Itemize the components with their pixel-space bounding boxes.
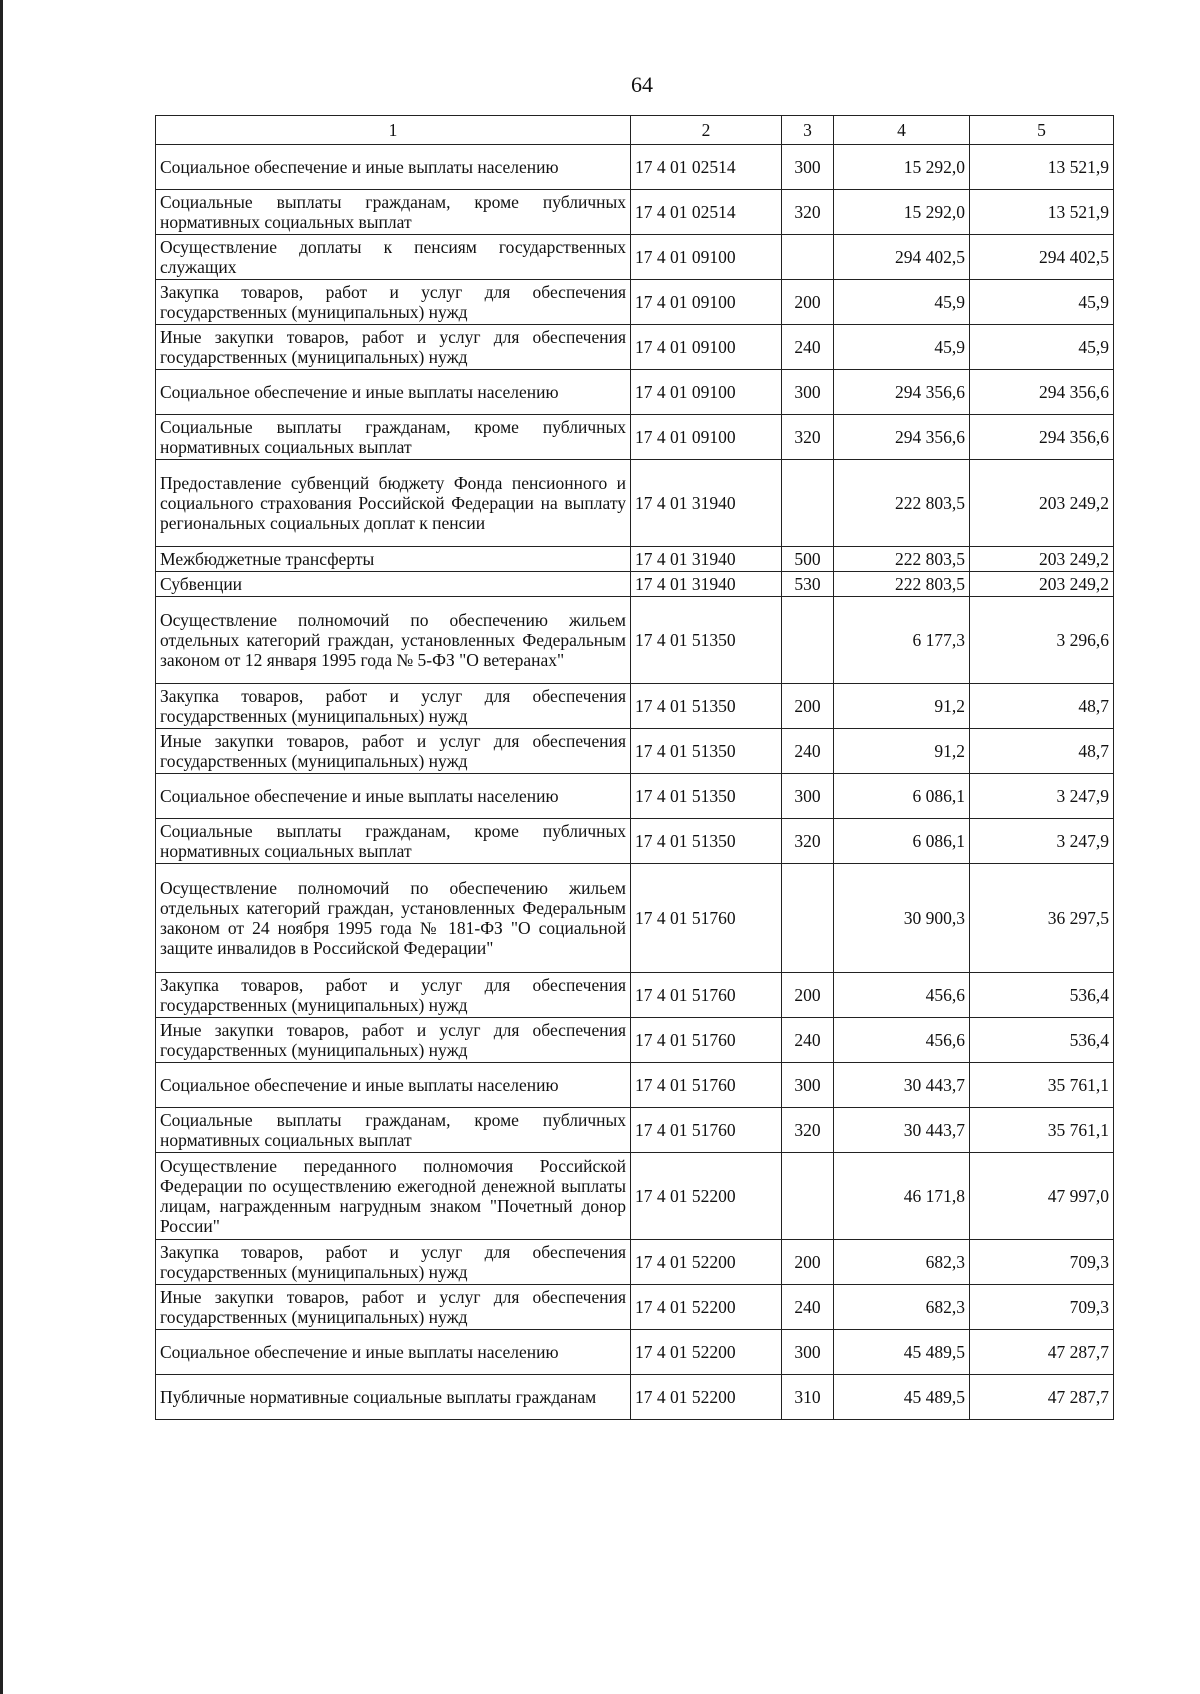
- table-row: [156, 325, 1114, 370]
- row-type-cell: 240: [782, 729, 834, 774]
- row-value-col4-cell: 46 171,8: [834, 1153, 970, 1240]
- table-row: [156, 235, 1114, 280]
- row-value-col5-cell: 536,4: [970, 1018, 1114, 1063]
- row-value-col4-cell: 45 489,5: [834, 1375, 970, 1420]
- row-value-col5-cell: 13 521,9: [970, 145, 1114, 190]
- table-row: [156, 864, 1114, 973]
- table-row: [156, 684, 1114, 729]
- row-name-cell: Иные закупки товаров, работ и услуг для обеспечения государственных (муниципальных) нужд: [156, 1018, 631, 1063]
- row-value-col5-cell: 203 249,2: [970, 547, 1114, 572]
- column-header: 3: [782, 116, 834, 145]
- table-row: [156, 190, 1114, 235]
- table-row: [156, 370, 1114, 415]
- row-name-cell: Публичные нормативные социальные выплаты гражданам: [156, 1375, 631, 1420]
- row-code-cell: 17 4 01 51350: [631, 729, 782, 774]
- row-value-col5-cell: 3 247,9: [970, 774, 1114, 819]
- row-name-cell: Осуществление переданного полномочия Российской Федерации по осуществлению ежегодной денежной выплаты лицам, награжденным нагрудным знаком "Почетный донор России": [156, 1153, 631, 1240]
- row-value-col5-cell: 47 287,7: [970, 1330, 1114, 1375]
- row-name-cell: Социальное обеспечение и иные выплаты населению: [156, 145, 631, 190]
- row-value-col4-cell: 456,6: [834, 1018, 970, 1063]
- row-value-col4-cell: 30 900,3: [834, 864, 970, 973]
- row-code-cell: 17 4 01 09100: [631, 235, 782, 280]
- table-row: [156, 1375, 1114, 1420]
- row-code-cell: 17 4 01 09100: [631, 415, 782, 460]
- row-code-cell: 17 4 01 09100: [631, 370, 782, 415]
- row-value-col5-cell: 709,3: [970, 1285, 1114, 1330]
- row-value-col5-cell: 203 249,2: [970, 460, 1114, 547]
- table-header-row: [156, 116, 1114, 145]
- row-value-col4-cell: 456,6: [834, 973, 970, 1018]
- row-value-col4-cell: 294 356,6: [834, 370, 970, 415]
- row-value-col5-cell: 536,4: [970, 973, 1114, 1018]
- row-name-cell: Социальные выплаты гражданам, кроме публичных нормативных социальных выплат: [156, 1108, 631, 1153]
- table-row: [156, 547, 1114, 572]
- row-type-cell: 320: [782, 190, 834, 235]
- table-row: [156, 973, 1114, 1018]
- row-value-col5-cell: 35 761,1: [970, 1108, 1114, 1153]
- row-name-cell: Социальные выплаты гражданам, кроме публичных нормативных социальных выплат: [156, 819, 631, 864]
- row-name-cell: Осуществление полномочий по обеспечению жильем отдельных категорий граждан, установленных Федеральным законом от 12 января 1995 года № 5-ФЗ "О ветеранах": [156, 597, 631, 684]
- table-row: [156, 1330, 1114, 1375]
- row-code-cell: 17 4 01 51350: [631, 597, 782, 684]
- row-code-cell: 17 4 01 51760: [631, 1108, 782, 1153]
- row-name-cell: Иные закупки товаров, работ и услуг для обеспечения государственных (муниципальных) нужд: [156, 325, 631, 370]
- row-type-cell: 300: [782, 774, 834, 819]
- row-value-col5-cell: 35 761,1: [970, 1063, 1114, 1108]
- row-code-cell: 17 4 01 09100: [631, 280, 782, 325]
- column-header: 4: [834, 116, 970, 145]
- row-code-cell: 17 4 01 52200: [631, 1153, 782, 1240]
- row-type-cell: 200: [782, 973, 834, 1018]
- page-number: 64: [631, 72, 653, 97]
- row-value-col4-cell: 91,2: [834, 684, 970, 729]
- row-name-cell: Осуществление доплаты к пенсиям государственных служащих: [156, 235, 631, 280]
- row-value-col5-cell: 45,9: [970, 325, 1114, 370]
- table-row: [156, 597, 1114, 684]
- row-value-col5-cell: 3 296,6: [970, 597, 1114, 684]
- table-row: [156, 460, 1114, 547]
- row-type-cell: 240: [782, 1018, 834, 1063]
- row-value-col5-cell: 47 997,0: [970, 1153, 1114, 1240]
- row-name-cell: Субвенции: [156, 572, 631, 597]
- row-type-cell: 200: [782, 280, 834, 325]
- row-value-col4-cell: 294 356,6: [834, 415, 970, 460]
- row-code-cell: 17 4 01 02514: [631, 190, 782, 235]
- row-value-col4-cell: 222 803,5: [834, 460, 970, 547]
- column-header: 2: [631, 116, 782, 145]
- row-type-cell: 530: [782, 572, 834, 597]
- table-row: [156, 774, 1114, 819]
- row-value-col4-cell: 222 803,5: [834, 572, 970, 597]
- row-type-cell: 320: [782, 1108, 834, 1153]
- table-row: [156, 1153, 1114, 1240]
- row-name-cell: Осуществление полномочий по обеспечению жильем отдельных категорий граждан, установленных Федеральным законом от 24 ноября 1995 года № 181-ФЗ "О социальной защите инвалидов в Российской Федерации": [156, 864, 631, 973]
- row-type-cell: 200: [782, 684, 834, 729]
- row-code-cell: 17 4 01 52200: [631, 1330, 782, 1375]
- row-code-cell: 17 4 01 09100: [631, 325, 782, 370]
- row-value-col4-cell: 30 443,7: [834, 1108, 970, 1153]
- table-row: [156, 1108, 1114, 1153]
- row-code-cell: 17 4 01 51760: [631, 973, 782, 1018]
- row-name-cell: Социальное обеспечение и иные выплаты населению: [156, 370, 631, 415]
- row-value-col4-cell: 294 402,5: [834, 235, 970, 280]
- table-row: [156, 1063, 1114, 1108]
- row-value-col4-cell: 30 443,7: [834, 1063, 970, 1108]
- row-code-cell: 17 4 01 52200: [631, 1240, 782, 1285]
- row-code-cell: 17 4 01 51350: [631, 684, 782, 729]
- row-value-col5-cell: 294 402,5: [970, 235, 1114, 280]
- row-value-col5-cell: 13 521,9: [970, 190, 1114, 235]
- row-value-col4-cell: 45,9: [834, 280, 970, 325]
- row-name-cell: Межбюджетные трансферты: [156, 547, 631, 572]
- row-name-cell: Закупка товаров, работ и услуг для обеспечения государственных (муниципальных) нужд: [156, 973, 631, 1018]
- table-row: [156, 415, 1114, 460]
- row-type-cell: 200: [782, 1240, 834, 1285]
- row-type-cell: 240: [782, 1285, 834, 1330]
- row-code-cell: 17 4 01 31940: [631, 572, 782, 597]
- table-body: [156, 145, 1114, 1420]
- row-type-cell: 320: [782, 415, 834, 460]
- row-value-col4-cell: 222 803,5: [834, 547, 970, 572]
- row-value-col4-cell: 682,3: [834, 1240, 970, 1285]
- row-value-col5-cell: 47 287,7: [970, 1375, 1114, 1420]
- row-value-col4-cell: 6 086,1: [834, 819, 970, 864]
- table-row: [156, 1018, 1114, 1063]
- row-code-cell: 17 4 01 31940: [631, 460, 782, 547]
- row-code-cell: 17 4 01 31940: [631, 547, 782, 572]
- row-type-cell: [782, 864, 834, 973]
- row-name-cell: Социальные выплаты гражданам, кроме публичных нормативных социальных выплат: [156, 190, 631, 235]
- row-type-cell: 300: [782, 370, 834, 415]
- column-header: 1: [156, 116, 631, 145]
- table-row: [156, 572, 1114, 597]
- row-value-col4-cell: 6 177,3: [834, 597, 970, 684]
- row-type-cell: [782, 460, 834, 547]
- row-code-cell: 17 4 01 51760: [631, 1063, 782, 1108]
- row-code-cell: 17 4 01 52200: [631, 1285, 782, 1330]
- row-type-cell: 300: [782, 145, 834, 190]
- row-code-cell: 17 4 01 02514: [631, 145, 782, 190]
- row-value-col4-cell: 45,9: [834, 325, 970, 370]
- table-row: [156, 280, 1114, 325]
- row-type-cell: 500: [782, 547, 834, 572]
- budget-table: [155, 115, 1114, 1420]
- row-name-cell: Социальные выплаты гражданам, кроме публичных нормативных социальных выплат: [156, 415, 631, 460]
- row-type-cell: [782, 597, 834, 684]
- row-value-col5-cell: 48,7: [970, 729, 1114, 774]
- row-type-cell: 310: [782, 1375, 834, 1420]
- row-type-cell: 320: [782, 819, 834, 864]
- row-value-col5-cell: 48,7: [970, 684, 1114, 729]
- row-type-cell: 300: [782, 1063, 834, 1108]
- row-value-col5-cell: 709,3: [970, 1240, 1114, 1285]
- row-name-cell: Закупка товаров, работ и услуг для обеспечения государственных (муниципальных) нужд: [156, 280, 631, 325]
- row-name-cell: Предоставление субвенций бюджету Фонда пенсионного и социального страхования Российской Федерации на выплату региональных социальных доплат к пенсии: [156, 460, 631, 547]
- row-value-col4-cell: 15 292,0: [834, 145, 970, 190]
- row-name-cell: Социальное обеспечение и иные выплаты населению: [156, 774, 631, 819]
- row-value-col5-cell: 45,9: [970, 280, 1114, 325]
- table-row: [156, 729, 1114, 774]
- row-value-col5-cell: 203 249,2: [970, 572, 1114, 597]
- table-row: [156, 819, 1114, 864]
- column-header: 5: [970, 116, 1114, 145]
- row-value-col5-cell: 294 356,6: [970, 415, 1114, 460]
- row-name-cell: Закупка товаров, работ и услуг для обеспечения государственных (муниципальных) нужд: [156, 1240, 631, 1285]
- row-code-cell: 17 4 01 51760: [631, 864, 782, 973]
- scan-edge-line: [0, 0, 3, 1694]
- row-value-col4-cell: 91,2: [834, 729, 970, 774]
- row-name-cell: Социальное обеспечение и иные выплаты населению: [156, 1330, 631, 1375]
- row-type-cell: 300: [782, 1330, 834, 1375]
- row-value-col5-cell: 3 247,9: [970, 819, 1114, 864]
- row-code-cell: 17 4 01 51350: [631, 774, 782, 819]
- table-row: [156, 1240, 1114, 1285]
- row-value-col5-cell: 294 356,6: [970, 370, 1114, 415]
- row-value-col4-cell: 45 489,5: [834, 1330, 970, 1375]
- table-row: [156, 145, 1114, 190]
- row-code-cell: 17 4 01 51350: [631, 819, 782, 864]
- row-value-col4-cell: 682,3: [834, 1285, 970, 1330]
- row-name-cell: Социальное обеспечение и иные выплаты населению: [156, 1063, 631, 1108]
- row-type-cell: 240: [782, 325, 834, 370]
- row-name-cell: Закупка товаров, работ и услуг для обеспечения государственных (муниципальных) нужд: [156, 684, 631, 729]
- row-value-col4-cell: 6 086,1: [834, 774, 970, 819]
- row-name-cell: Иные закупки товаров, работ и услуг для обеспечения государственных (муниципальных) нужд: [156, 1285, 631, 1330]
- row-name-cell: Иные закупки товаров, работ и услуг для обеспечения государственных (муниципальных) нужд: [156, 729, 631, 774]
- row-value-col5-cell: 36 297,5: [970, 864, 1114, 973]
- table-row: [156, 1285, 1114, 1330]
- row-type-cell: [782, 1153, 834, 1240]
- row-type-cell: [782, 235, 834, 280]
- row-code-cell: 17 4 01 52200: [631, 1375, 782, 1420]
- row-code-cell: 17 4 01 51760: [631, 1018, 782, 1063]
- row-value-col4-cell: 15 292,0: [834, 190, 970, 235]
